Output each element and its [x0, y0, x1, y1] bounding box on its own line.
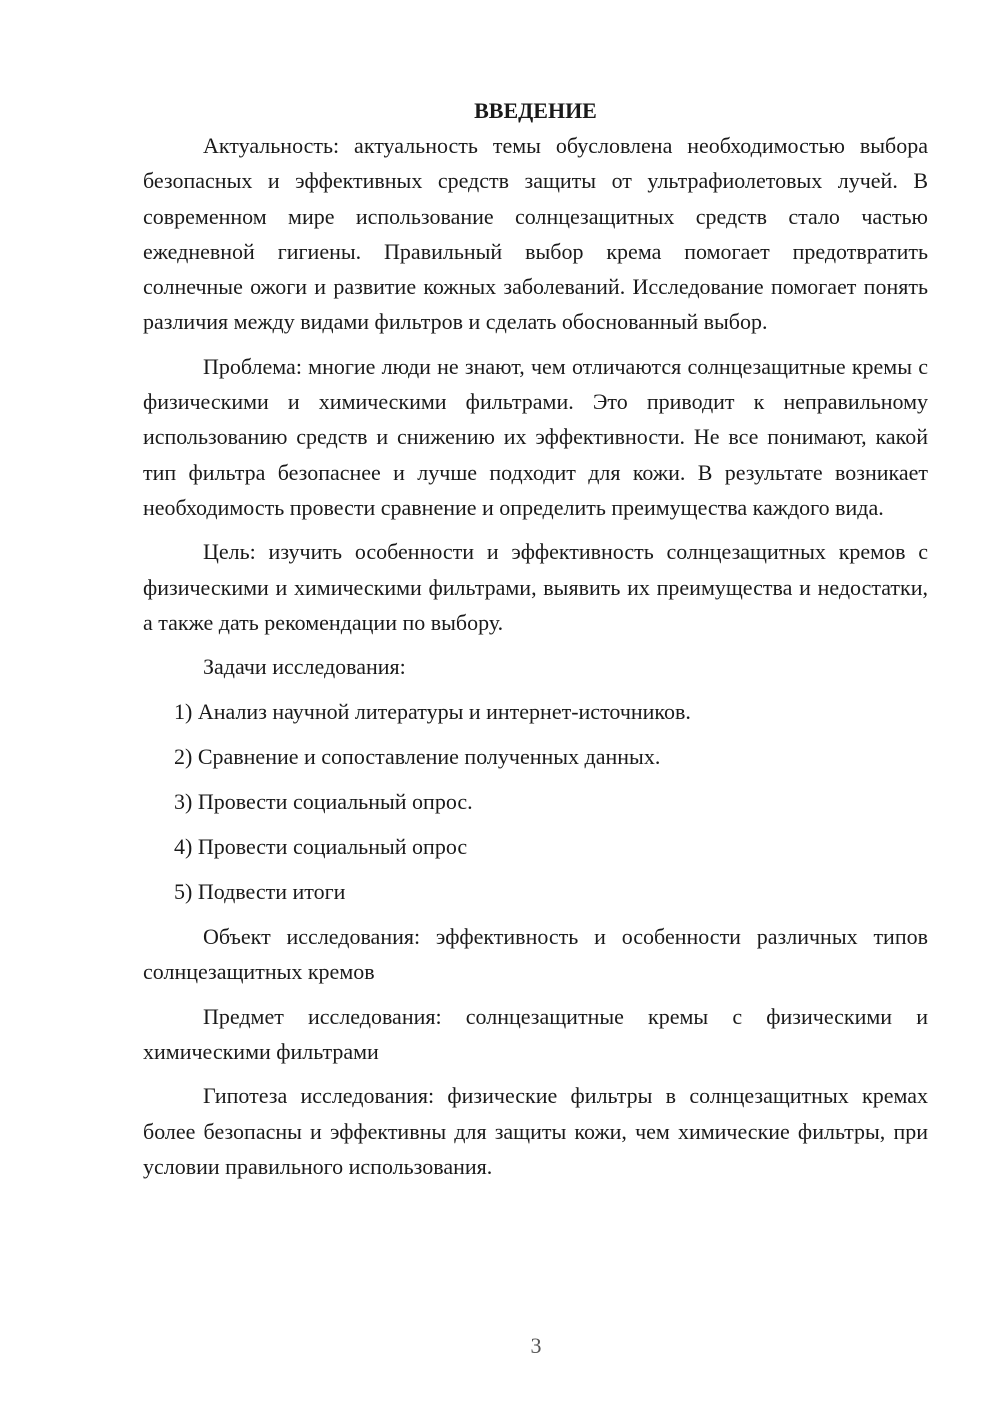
paragraph-object: Объект исследования: эффективность и особенности различных типов солнцезащитных кремов [143, 924, 928, 985]
paragraph-goal: Цель: изучить особенности и эффективность солнцезащитных кремов с физическими и химическими фильтрами, выявить их преимущества и недостатки, а также дать рекомендации по выбору. [143, 539, 928, 635]
paragraph-subject: Предмет исследования: солнцезащитные кремы с физическими и химическими фильтрами [143, 1003, 928, 1065]
tasks-heading: Задачи исследования: [203, 654, 406, 680]
list-item: 4) Провести социальный опрос [174, 834, 468, 860]
task-list [143, 694, 928, 909]
document-page [143, 93, 928, 1193]
list-item: 3) Провести социальный опрос. [174, 789, 473, 815]
paragraph-hypothesis: Гипотеза исследования: физические фильтры в солнцезащитных кремах более безопасны и эффективны для защиты кожи, чем химические фильтры, при условии правильного использования. [143, 1083, 928, 1179]
paragraph-problem: Проблема: многие люди не знают, чем отличаются солнцезащитные кремы с физическими и химическими фильтрами. Это приводит к неправильному использованию средств и снижению их эффективности. Не все понимают, какой тип фильтра безопаснее и лучше подходит для кожи. В результате возникает необходимость провести сравнение и определить преимущества каждого вида. [143, 353, 928, 520]
list-item: 5) Подвести итоги [174, 879, 346, 905]
page-title: ВВЕДЕНИЕ [474, 98, 597, 123]
list-item: 1) Анализ научной литературы и интернет-источников. [174, 699, 691, 725]
paragraph-relevance: Актуальность: актуальность темы обусловлена необходимостью выбора безопасных и эффективных средств защиты от ультрафиолетовых лучей. В современном мире использование солнцезащитных средств стало частью ежедневной гигиены. Правильный выбор крема помогает предотвратить солнечные ожоги и развитие кожных заболеваний. Исследование помогает понять различия между видами фильтров и сделать обоснованный выбор. [143, 133, 928, 335]
page-number: 3 [530, 1333, 542, 1358]
list-item: 2) Сравнение и сопоставление полученных данных. [174, 744, 661, 770]
